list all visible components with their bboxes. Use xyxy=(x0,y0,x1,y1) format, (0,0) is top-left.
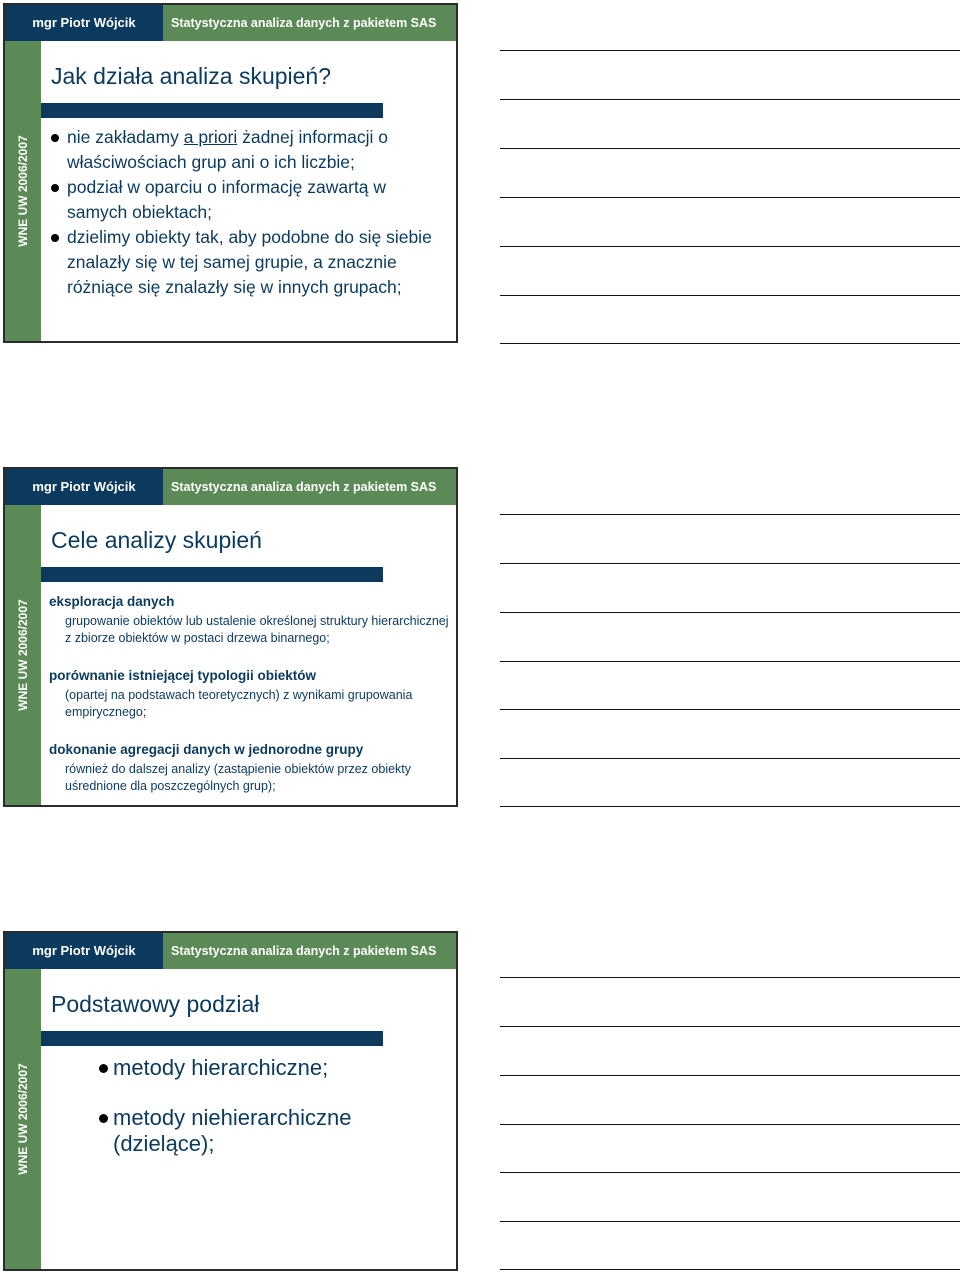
goals-list xyxy=(49,593,454,794)
slide-2 xyxy=(3,467,458,807)
note-line xyxy=(500,1269,960,1270)
note-line xyxy=(500,612,960,613)
bullet-text: podział w oparciu o informację zawartą w samych obiektach; xyxy=(67,177,387,222)
goal-item xyxy=(49,741,454,794)
bullet-list xyxy=(49,125,449,300)
goal-description: również do dalszej analizy (zastąpienie obiektów przez obiekty uśrednione dla poszczególnych grup); xyxy=(65,762,412,793)
bullet-item xyxy=(49,125,449,175)
side-label: WNE UW 2006/2007 xyxy=(16,599,30,711)
note-line xyxy=(500,709,960,710)
bullet-text: żadnej informacji o właściwościach grup ani o ich liczbie; xyxy=(67,127,389,172)
slide-title: Cele analizy skupień xyxy=(51,527,262,553)
note-line xyxy=(500,563,960,564)
note-line xyxy=(500,977,960,978)
note-line xyxy=(500,1221,960,1222)
note-line xyxy=(500,148,960,149)
bullet-item xyxy=(49,225,449,300)
side-label: WNE UW 2006/2007 xyxy=(16,135,30,247)
note-line xyxy=(500,295,960,296)
slide-1 xyxy=(3,3,458,343)
goal-description: (opartej na podstawach teoretycznych) z wynikami grupowania empirycznego; xyxy=(65,688,413,719)
bullet-text: dzielimy obiekty tak, aby podobne do się siebie znalazły się w tej samej grupie, a znacznie różniące się znalazły się w innych grupach; xyxy=(67,227,432,297)
header-course: Statystyczna analiza danych z pakietem SAS xyxy=(163,5,456,41)
note-line xyxy=(500,806,960,807)
goal-heading: dokonanie agregacji danych w jednorodne grupy xyxy=(49,742,364,757)
slide-title: Jak działa analiza skupień? xyxy=(51,63,332,89)
goal-item xyxy=(49,593,454,646)
note-line xyxy=(500,99,960,100)
note-line xyxy=(500,514,960,515)
goal-heading: eksploracja danych xyxy=(49,594,175,609)
bullet-list xyxy=(97,1055,447,1181)
note-line xyxy=(500,50,960,51)
side-band xyxy=(5,969,41,1269)
note-line xyxy=(500,1124,960,1125)
note-line xyxy=(500,343,960,344)
side-label: WNE UW 2006/2007 xyxy=(16,1063,30,1175)
side-band xyxy=(5,505,41,805)
slide-3 xyxy=(3,931,458,1271)
bullet-item: metody niehierarchiczne (dzielące); xyxy=(97,1105,447,1157)
slide-title: Podstawowy podział xyxy=(51,991,260,1017)
title-rule xyxy=(41,1031,383,1046)
bullet-item: metody hierarchiczne; xyxy=(97,1055,447,1081)
header-author: mgr Piotr Wójcik xyxy=(5,933,163,969)
title-rule xyxy=(41,103,383,118)
goal-description: grupowanie obiektów lub ustalenie określonej struktury hierarchicznej z zbiorze obiektów w postaci drzewa binarnego; xyxy=(65,614,449,645)
note-line xyxy=(500,246,960,247)
note-line xyxy=(500,1172,960,1173)
bullet-text: nie zakładamy xyxy=(67,127,184,147)
note-line xyxy=(500,661,960,662)
note-line xyxy=(500,758,960,759)
goal-heading: porównanie istniejącej typologii obiektów xyxy=(49,668,317,683)
header-author: mgr Piotr Wójcik xyxy=(5,469,163,505)
side-band xyxy=(5,41,41,341)
header-author: mgr Piotr Wójcik xyxy=(5,5,163,41)
header-course: Statystyczna analiza danych z pakietem SAS xyxy=(163,469,456,505)
title-rule xyxy=(41,567,383,582)
goal-item xyxy=(49,667,454,720)
note-line xyxy=(500,197,960,198)
bullet-item xyxy=(49,175,449,225)
header-course: Statystyczna analiza danych z pakietem SAS xyxy=(163,933,456,969)
note-line xyxy=(500,1075,960,1076)
bullet-underlined: a priori xyxy=(183,127,238,147)
note-line xyxy=(500,1026,960,1027)
